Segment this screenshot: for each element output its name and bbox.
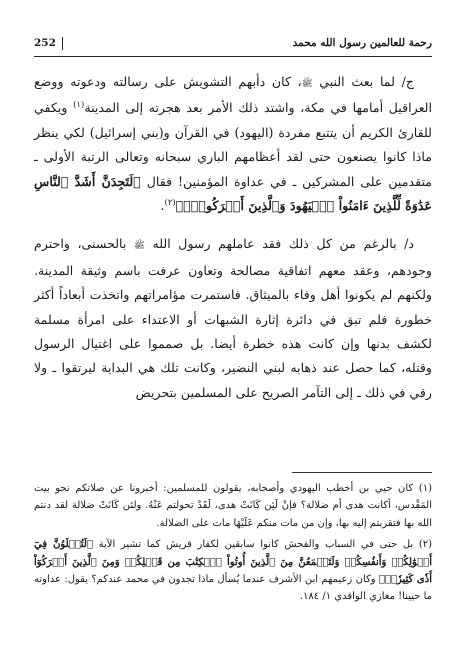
paragraph-jim-end: .	[160, 198, 165, 214]
footnote-2-text-a: (٢) بل حتى في السباب والفحش كانوا سابقين لكفار قريش كما تشير الآية	[92, 539, 433, 551]
footnote-ref-2[interactable]: (٢)	[164, 197, 176, 208]
quran-verse: ﴿لَتَجِدَنَّ أَشَدَّ ٱلنَّاسِ عَدَٰوَةً لِّلَّذِينَ ءَامَنُواْ ٱلۡيَهُودَ وَٱلَّذِينَ أَشۡرَكُواْۖ﴾	[34, 173, 432, 214]
footnote-1-text: (١) كان حيي بن أخطب اليهودي وأصحابه، يقولون للمسلمين: أخبرونا عن صلاتكم نحو بيت المَقْدس، أكانت هدى أم ضلالة؟ فإنْ لَئِن كَانَتْ هدى، لَقَدْ تحولتم عَنْهُ. ولئن كَانَتْ ضلالة لقد دنتم الله بها فتقربتم إليه بها، وإن من مات منكم عَلَيْهَا مات على الضلالة.	[34, 483, 432, 529]
page-number: 252	[34, 37, 56, 49]
main-text	[34, 70, 432, 419]
footnote-ref-1[interactable]: (١)	[73, 100, 85, 111]
header-rule	[34, 56, 432, 57]
salutation-symbol: ﷺ	[301, 79, 313, 89]
running-header	[34, 34, 432, 52]
book-title: رحمة للعالمين رسول الله محمد	[292, 37, 432, 49]
paragraph-jim-text-a: ج/ لما بعث النبي	[312, 74, 414, 89]
footnote-2-quran-verse: ﴿لَتُبۡلَوُنَّ فِيٓ أَمۡوَٰلِكُمۡ وَأَنفُسِكُمۡ وَلَتَسۡمَعُنَّ مِنَ ٱلَّذِينَ أُوتُواْ ٱلۡكِتَٰبَ مِن قَبۡلِكُمۡ وَمِنَ ٱلَّذِينَ أَشۡرَكُوٓاْ أَذٗى كَثِيرٗاۚ﴾	[34, 539, 432, 586]
page-number-block	[34, 37, 63, 50]
header-separator	[62, 37, 63, 50]
paragraph-dal	[34, 232, 432, 405]
paragraph-jim	[34, 70, 432, 218]
footnote-2	[34, 536, 432, 606]
paragraph-dal-text-b: بالحسنى، واحترم وجودهم، وعقد معهم اتفاقية مصالحة وتعاون عرفت باسم وثيقة المدينة. ولكنهم لم يكونوا أهل وفاء بالميثاق. فاستمرت مؤامراتهم واتخذت أبعاداً أكثر خطورة فلم تبق في دائرة إثارة الشبهات أو الاعتداء على امرأة مسلمة لكشف بدنها وإن كانت هذه خطرة أيضا. بل صمموا على اغتيال الرسول وقتله، كما حصل عند ذهابه لبني النضير، وكانت تلك هي البداية ليرتقوا ـ ولا رقي في ذلك ـ إلى التآمر الصريح على المسلمين بتحريض	[34, 236, 432, 400]
footnote-1	[34, 480, 432, 532]
footnote-2-text-b: وكان زعيمهم ابن الأشرف عندما يُسأل ماذا تجدون في محمد عندكم؟ يقول: عداوته ما حيينا! مغازي الواقدي ١/ ١٨٤.	[34, 574, 432, 603]
footnote-rule	[292, 472, 432, 473]
salutation-symbol: ﷺ	[134, 241, 145, 252]
paragraph-dal-text-a: د/ بالرغم من كل ذلك فقد عاملهم رسول الله	[144, 236, 415, 252]
paragraph-jim-text-b: ، كان دأبهم التشويش على رسالته ودعوته ووضع العراقيل أمامها في مكة، واشتد ذلك الأمر بعد هجرته إلى المدينة	[34, 74, 432, 116]
paragraph-jim-text-c: ويكفي للقارئ الكريم أن يتتبع مفردة (اليهود) في القرآن و(بني إسرائيل) لكي ينظر ماذا كانوا يصنعون حتى لقد أعظامهم الباري سبحانه وتعالى الرتبة الأولى ـ متقدمين على المشركين ـ في عداوة المؤمنين! فقال	[34, 100, 432, 189]
footnotes	[34, 480, 432, 610]
